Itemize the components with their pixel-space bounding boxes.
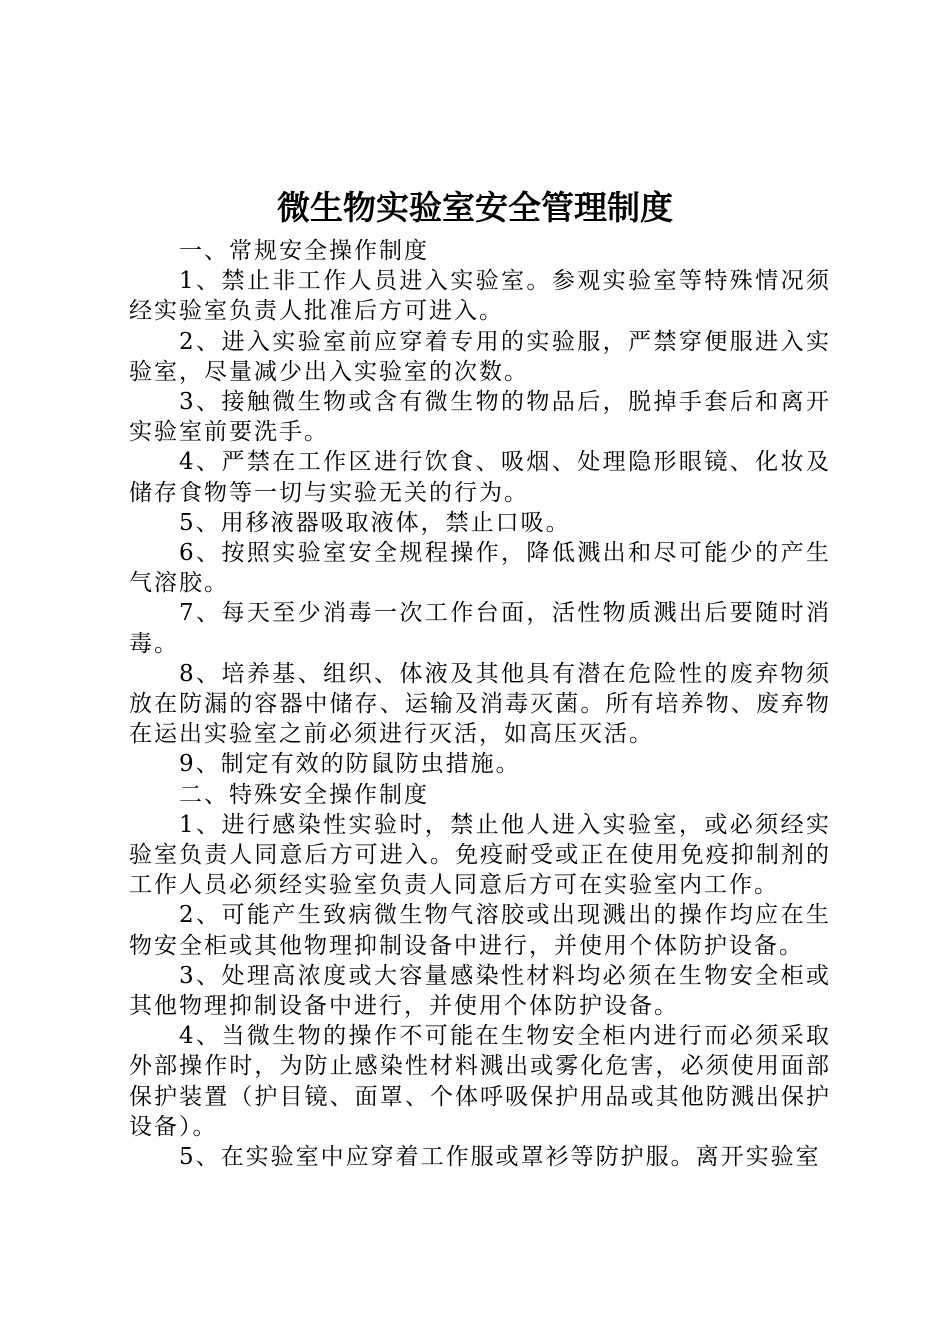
rule-paragraph: 4、严禁在工作区进行饮食、吸烟、处理隐形眼镜、化妆及储存食物等一切与实验无关的行为。 xyxy=(129,449,831,506)
rule-paragraph: 5、在实验室中应穿着工作服或罩衫等防护服。离开实验室 xyxy=(179,1144,821,1171)
rule-paragraph: 5、用移液器吸取液体，禁止口吸。 xyxy=(179,509,571,536)
rule-paragraph: 4、当微生物的操作不可能在生物安全柜内进行而必须采取外部操作时，为防止感染性材料溅出或雾化危害，必须使用面部保护装置（护目镜、面罩、个体呼吸保护用品或其他防溅出保护设备）。 xyxy=(129,1023,831,1140)
rule-paragraph: 3、处理高浓度或大容量感染性材料均必须在生物安全柜或其他物理抑制设备中进行，并使用个体防护设备。 xyxy=(129,962,831,1020)
rule-paragraph: 8、培养基、组织、体液及其他具有潜在危险性的废弃物须放在防漏的容器中储存、运输及消毒灭菌。所有培养物、废弃物在运出实验室之前必须进行灭活，如高压灭活。 xyxy=(129,660,831,748)
rule-paragraph: 7、每天至少消毒一次工作台面，活性物质溅出后要随时消毒。 xyxy=(129,600,831,657)
rule-paragraph: 1、禁止非工作人员进入实验室。参观实验室等特殊情况须经实验室负责人批准后方可进入。 xyxy=(129,268,831,325)
rule-paragraph: 3、接触微生物或含有微生物的物品后，脱掉手套后和离开实验室前要洗手。 xyxy=(129,389,831,446)
document-title: 微生物实验室安全管理制度 xyxy=(277,188,673,227)
rule-paragraph: 2、进入实验室前应穿着专用的实验服，严禁穿便服进入实验室，尽量减少出入实验室的次数。 xyxy=(129,328,831,385)
section-heading-general: 一、常规安全操作制度 xyxy=(179,238,429,264)
section-heading-special: 二、特殊安全操作制度 xyxy=(179,781,429,808)
rule-paragraph: 6、按照实验室安全规程操作，降低溅出和尽可能少的产生气溶胶。 xyxy=(129,540,831,597)
rule-paragraph: 9、制定有效的防鼠防虫措施。 xyxy=(179,751,521,778)
rule-paragraph: 2、可能产生致病微生物气溶胶或出现溅出的操作均应在生物安全柜或其他物理抑制设备中进行，并使用个体防护设备。 xyxy=(129,902,831,959)
document-body xyxy=(129,236,831,1172)
rule-paragraph: 1、进行感染性实验时，禁止他人进入实验室，或必须经实验室负责人同意后方可进入。免疫耐受或正在使用免疫抑制剂的工作人员必须经实验室负责人同意后方可在实验室内工作。 xyxy=(129,811,831,899)
